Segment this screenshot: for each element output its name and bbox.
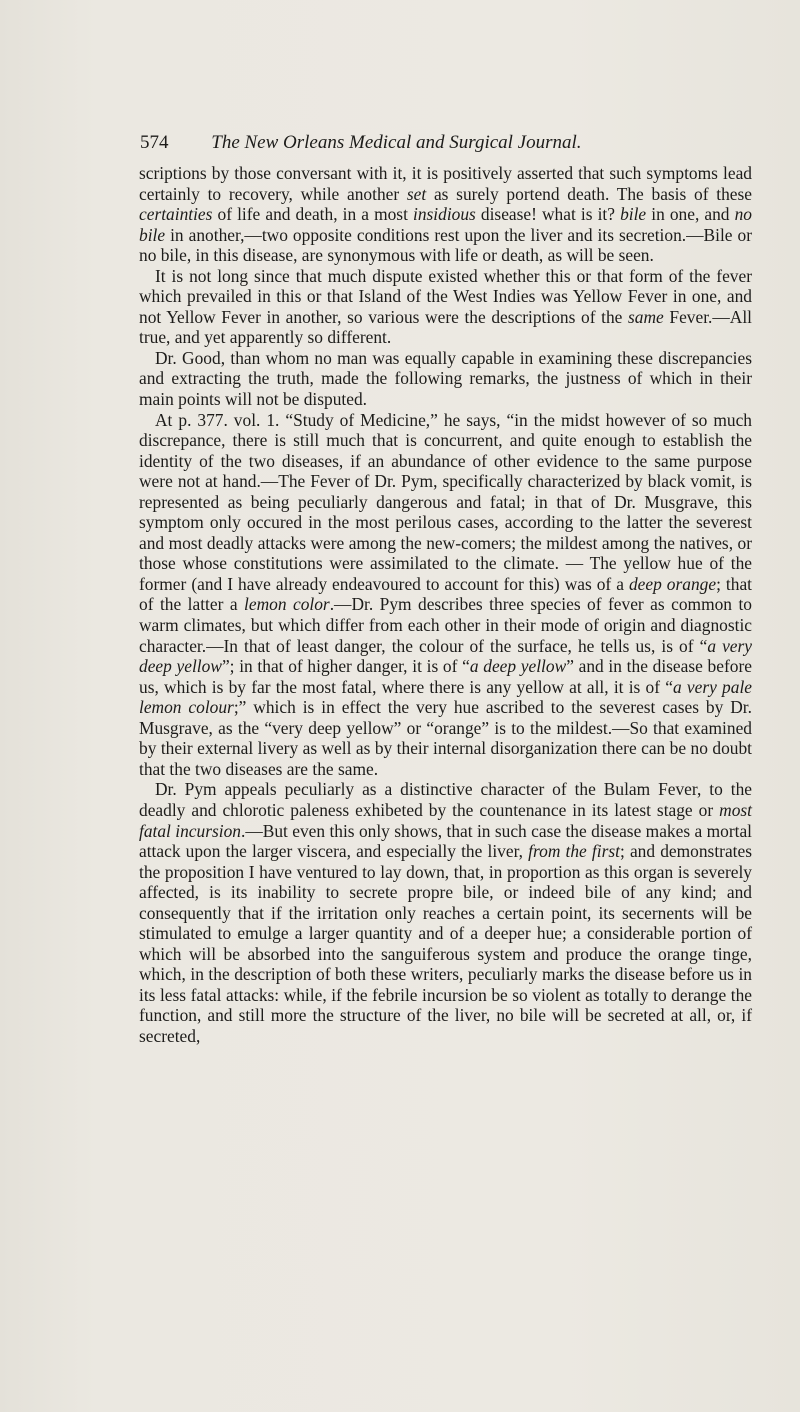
paragraph [139,266,752,348]
italic-text: a very deep yellow [139,635,752,677]
italic-text: a very pale lemon colour [139,676,752,718]
text-run: in one, and [646,204,735,225]
text-run: Dr. Good, than whom no man was equally capable in examining these discrepancies and extracting the truth, made the following remarks, the justness of which in their main points will not be disputed. [139,347,752,410]
text-run: ”; in that of higher danger, it is of “ [221,656,470,677]
text-run: ; and demonstrates the proposition I have ventured to lay down, that, in proportion as this organ is severely affected, is its inability to secrete propre bile, or indeed bile of any kind; and consequently that if the irritation only reaches a certain point, its secernents will be stimulated to emulge a larger quantity and of a deeper hue; a considerable portion of which will be absorbed into the sanguiferous system and produce the orange tinge, which, in the description of both these writers, peculiarly marks the disease before us in its less fatal attacks: while, if the febrile incursion be so violent as totally to derange the function, and still more the structure of the liver, no bile will be secreted at all, or, if secreted, [139,841,752,1046]
text-run: At p. 377. vol. 1. “Study of Medicine,” he says, “in the midst however of so much discrepance, there is still much that is concurrent, and quite enough to establish the identity of the two diseases, if an abundance of other evidence to the same purpose were not at hand.—The Fever of Dr. Pym, specifically characterized by black vomit, is represented as being peculiarly dangerous and fatal; in that of Dr. Musgrave, this symptom only occured in the most perilous cases, according to the latter the severest and most deadly attacks were among the new-comers; the mildest among the natives, or those whose constitutions were assimilated to the climate. — The yellow hue of the former (and I have already endeavoured to account for this) was of a [139,409,752,594]
page-number: 574 [140,132,169,153]
text-run: in another,—two opposite conditions rest upon the liver and its secretion.—Bile or no bile, in this disease, are synonymous with life or death, as will be seen. [139,224,752,266]
italic-text: a deep yellow [469,656,567,677]
paragraph [139,779,752,1046]
text-run: as surely portend death. The basis of these [426,183,752,204]
text-run: disease! what is it? [475,204,621,225]
italic-text: lemon color [244,594,330,615]
text-run: ” and in the disease before us, which is by far the most fatal, where there is any yellow at all, it is of “ [139,656,752,697]
italic-text: insidious [413,204,476,225]
text-run: scriptions by those conversant with it, it is positively asserted that such symptoms lead certainly to recovery, while another [139,163,752,204]
journal-title: The New Orleans Medical and Surgical Journal. [211,132,582,153]
italic-text: set [406,183,427,204]
paragraph [139,348,752,410]
italic-text: same [628,306,664,327]
running-header [140,132,740,154]
text-run: It is not long since that much dispute existed whether this or that form of the fever which prevailed in this or that Island of the West Indies was Yellow Fever in one, and not Yellow Fever in another, so various were the descriptions of the [139,265,752,327]
text-run: .—Dr. Pym describes three species of fever as common to warm climates, but which differ from each other in their mode of origin and diagnostic character.—In that of least danger, the colour of the surface, he tells us, is of “ [139,594,752,656]
text-run: .—But even this only shows, that in such case the disease makes a mortal attack upon the larger viscera, and especially the liver, [139,820,752,862]
paragraph [139,410,752,780]
body-text [139,163,752,1047]
text-run: ;” which is in effect the very hue ascribed to the severest cases by Dr. Musgrave, as the “very deep yellow” or “orange” is to the mildest.—So that examined by their external livery as well as by their internal disorganization there can be no doubt that the two diseases are the same. [139,697,752,779]
italic-text: from the first [528,841,620,862]
italic-text: no bile [139,204,752,245]
paragraph [139,163,752,266]
text-run: ; that of the latter a [139,573,752,615]
italic-text: bile [620,204,647,225]
italic-text: deep orange [628,573,717,594]
italic-text: certainties [139,204,213,225]
text-run: Dr. Pym appeals peculiarly as a distinctive character of the Bulam Fever, to the deadly and chlorotic paleness exhibeted by the countenance in its latest stage or [139,779,752,820]
italic-text: most fatal incursion [139,799,752,841]
text-run: of life and death, in a most [212,204,413,225]
text-run: Fever.—All true, and yet apparently so different. [139,306,752,348]
